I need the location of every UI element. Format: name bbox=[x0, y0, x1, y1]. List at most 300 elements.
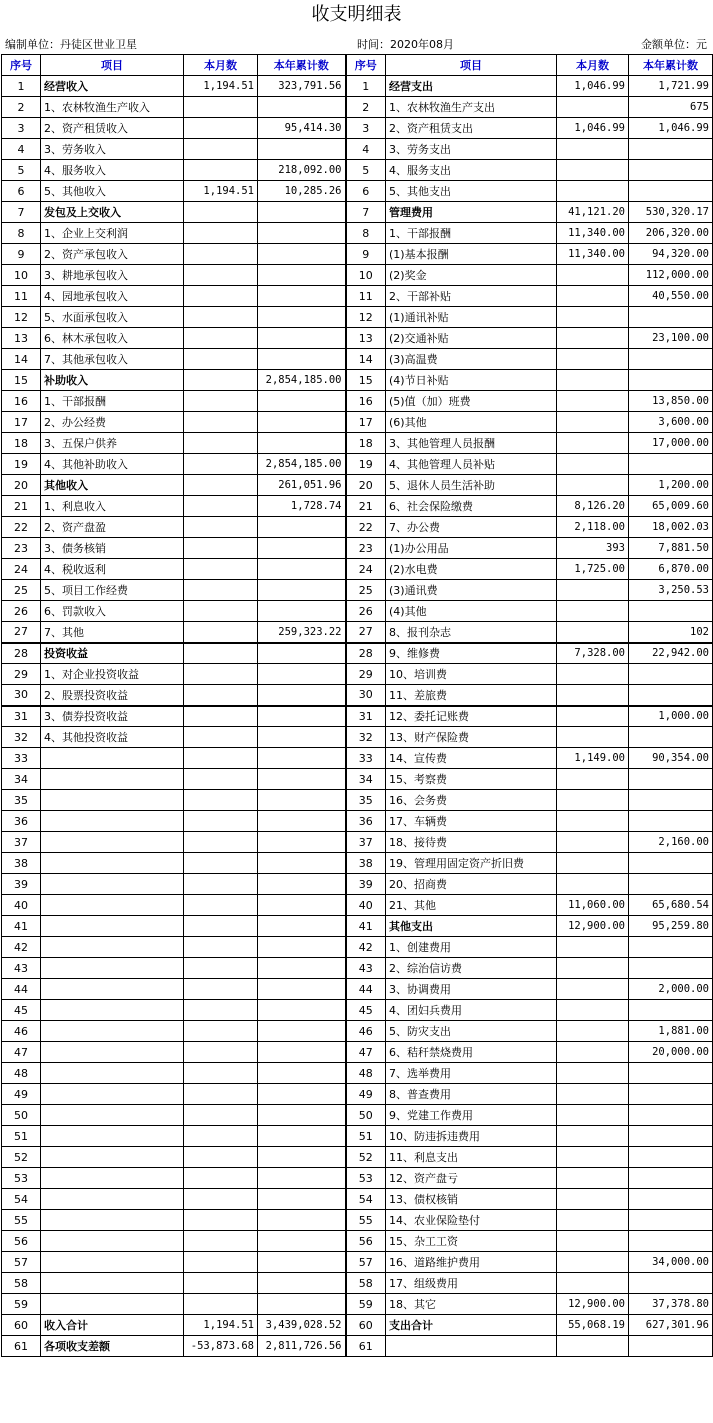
cell-left-no: 58 bbox=[2, 1273, 41, 1294]
cell-right-no: 38 bbox=[346, 853, 386, 874]
cell-right-item: 18、其它 bbox=[386, 1294, 557, 1315]
cell-right-no: 4 bbox=[346, 139, 386, 160]
cell-right-month: 8,126.20 bbox=[557, 496, 629, 517]
cell-right-item: 15、考察费 bbox=[386, 769, 557, 790]
cell-left-ytd bbox=[258, 916, 346, 937]
cell-right-ytd bbox=[629, 1189, 713, 1210]
cell-left-item bbox=[41, 895, 184, 916]
cell-right-no: 47 bbox=[346, 1042, 386, 1063]
cell-left-item: 3、五保户供养 bbox=[41, 433, 184, 454]
cell-right-month bbox=[557, 1168, 629, 1189]
cell-left-item: 2、资产盘盈 bbox=[41, 517, 184, 538]
cell-right-month bbox=[557, 1105, 629, 1126]
table-row bbox=[2, 1336, 713, 1357]
cell-right-item: 9、党建工作费用 bbox=[386, 1105, 557, 1126]
cell-left-no: 4 bbox=[2, 139, 41, 160]
cell-left-ytd: 1,728.74 bbox=[258, 496, 346, 517]
cell-right-no: 55 bbox=[346, 1210, 386, 1231]
cell-left-item bbox=[41, 937, 184, 958]
cell-right-item bbox=[386, 1336, 557, 1357]
cell-left-ytd: 2,854,185.00 bbox=[258, 454, 346, 475]
cell-right-month bbox=[557, 1084, 629, 1105]
table-row bbox=[2, 748, 713, 769]
table-row bbox=[2, 328, 713, 349]
table-header-row bbox=[2, 55, 713, 76]
cell-right-month bbox=[557, 832, 629, 853]
header-left-item: 项目 bbox=[41, 55, 184, 76]
cell-left-no: 39 bbox=[2, 874, 41, 895]
cell-left-item: 6、林木承包收入 bbox=[41, 328, 184, 349]
compiling-unit: 编制单位：丹徒区世业卫星 bbox=[5, 38, 137, 51]
cell-left-month bbox=[184, 1231, 258, 1252]
cell-right-ytd: 18,002.03 bbox=[629, 517, 713, 538]
table-body bbox=[2, 76, 713, 1357]
table-row bbox=[2, 559, 713, 580]
cell-right-month: 7,328.00 bbox=[557, 643, 629, 664]
cell-right-no: 60 bbox=[346, 1315, 386, 1336]
cell-left-item: 4、税收返利 bbox=[41, 559, 184, 580]
cell-right-no: 1 bbox=[346, 76, 386, 97]
table-row bbox=[2, 475, 713, 496]
cell-right-item: (3)通讯费 bbox=[386, 580, 557, 601]
cell-left-month bbox=[184, 307, 258, 328]
cell-left-ytd bbox=[258, 286, 346, 307]
cell-right-month bbox=[557, 328, 629, 349]
cell-right-no: 61 bbox=[346, 1336, 386, 1357]
cell-right-month bbox=[557, 979, 629, 1000]
cell-left-month bbox=[184, 832, 258, 853]
cell-left-item bbox=[41, 1168, 184, 1189]
cell-left-no: 38 bbox=[2, 853, 41, 874]
cell-right-item: 7、办公费 bbox=[386, 517, 557, 538]
cell-left-no: 31 bbox=[2, 706, 41, 727]
cell-right-no: 54 bbox=[346, 1189, 386, 1210]
cell-left-item: 7、其他承包收入 bbox=[41, 349, 184, 370]
cell-right-no: 49 bbox=[346, 1084, 386, 1105]
cell-left-ytd bbox=[258, 412, 346, 433]
cell-left-ytd bbox=[258, 895, 346, 916]
cell-right-item: 10、培训费 bbox=[386, 664, 557, 685]
cell-right-month bbox=[557, 1231, 629, 1252]
cell-right-month bbox=[557, 1042, 629, 1063]
cell-right-ytd bbox=[629, 1126, 713, 1147]
table-row bbox=[2, 1294, 713, 1315]
cell-left-ytd bbox=[258, 643, 346, 664]
cell-right-month bbox=[557, 1063, 629, 1084]
cell-left-item bbox=[41, 1231, 184, 1252]
cell-right-no: 36 bbox=[346, 811, 386, 832]
cell-left-item: 2、股票投资收益 bbox=[41, 685, 184, 706]
table-row bbox=[2, 895, 713, 916]
cell-right-item: 8、报刊杂志 bbox=[386, 622, 557, 643]
cell-left-no: 36 bbox=[2, 811, 41, 832]
table-row bbox=[2, 601, 713, 622]
cell-left-item: 3、耕地承包收入 bbox=[41, 265, 184, 286]
header-left-month: 本月数 bbox=[184, 55, 258, 76]
cell-left-month bbox=[184, 370, 258, 391]
cell-left-month bbox=[184, 1084, 258, 1105]
cell-right-item: (5)值（加）班费 bbox=[386, 391, 557, 412]
table-row bbox=[2, 811, 713, 832]
table-row bbox=[2, 1189, 713, 1210]
cell-right-ytd bbox=[629, 1084, 713, 1105]
cell-left-ytd bbox=[258, 769, 346, 790]
cell-right-month bbox=[557, 727, 629, 748]
cell-left-no: 6 bbox=[2, 181, 41, 202]
cell-left-month bbox=[184, 727, 258, 748]
cell-right-no: 20 bbox=[346, 475, 386, 496]
table-row bbox=[2, 496, 713, 517]
cell-left-no: 5 bbox=[2, 160, 41, 181]
cell-right-item: 5、防灾支出 bbox=[386, 1021, 557, 1042]
page-title: 收支明细表 bbox=[311, 4, 402, 25]
cell-right-month: 2,118.00 bbox=[557, 517, 629, 538]
cell-left-no: 51 bbox=[2, 1126, 41, 1147]
cell-right-ytd: 1,046.99 bbox=[629, 118, 713, 139]
header-left-ytd: 本年累计数 bbox=[258, 55, 346, 76]
income-expense-table bbox=[1, 54, 713, 1357]
cell-right-no: 51 bbox=[346, 1126, 386, 1147]
header-left-no: 序号 bbox=[2, 55, 41, 76]
cell-right-item: (2)奖金 bbox=[386, 265, 557, 286]
cell-right-ytd: 206,320.00 bbox=[629, 223, 713, 244]
cell-left-no: 9 bbox=[2, 244, 41, 265]
cell-left-item bbox=[41, 874, 184, 895]
cell-left-no: 55 bbox=[2, 1210, 41, 1231]
cell-left-ytd bbox=[258, 937, 346, 958]
cell-left-item: 收入合计 bbox=[41, 1315, 184, 1336]
cell-left-month bbox=[184, 265, 258, 286]
cell-left-item: 7、其他 bbox=[41, 622, 184, 643]
cell-left-month bbox=[184, 706, 258, 727]
cell-right-ytd: 675 bbox=[629, 97, 713, 118]
cell-right-ytd: 17,000.00 bbox=[629, 433, 713, 454]
cell-left-month bbox=[184, 916, 258, 937]
cell-right-month: 1,046.99 bbox=[557, 118, 629, 139]
cell-left-item: 6、罚款收入 bbox=[41, 601, 184, 622]
cell-left-no: 15 bbox=[2, 370, 41, 391]
cell-right-month bbox=[557, 181, 629, 202]
table-row bbox=[2, 1210, 713, 1231]
table-row bbox=[2, 790, 713, 811]
table-row bbox=[2, 97, 713, 118]
cell-left-no: 46 bbox=[2, 1021, 41, 1042]
cell-right-no: 8 bbox=[346, 223, 386, 244]
cell-left-ytd: 10,285.26 bbox=[258, 181, 346, 202]
table-row bbox=[2, 832, 713, 853]
cell-right-item: 17、组级费用 bbox=[386, 1273, 557, 1294]
cell-left-month bbox=[184, 349, 258, 370]
cell-right-no: 44 bbox=[346, 979, 386, 1000]
cell-left-item: 1、企业上交利润 bbox=[41, 223, 184, 244]
cell-right-month: 12,900.00 bbox=[557, 916, 629, 937]
table-row bbox=[2, 622, 713, 643]
cell-left-ytd bbox=[258, 1189, 346, 1210]
cell-right-no: 41 bbox=[346, 916, 386, 937]
cell-left-item: 经营收入 bbox=[41, 76, 184, 97]
cell-right-ytd: 34,000.00 bbox=[629, 1252, 713, 1273]
table-row bbox=[2, 664, 713, 685]
cell-right-no: 32 bbox=[346, 727, 386, 748]
cell-right-ytd: 6,870.00 bbox=[629, 559, 713, 580]
cell-left-no: 1 bbox=[2, 76, 41, 97]
cell-left-ytd bbox=[258, 1063, 346, 1084]
table-row bbox=[2, 727, 713, 748]
cell-right-no: 48 bbox=[346, 1063, 386, 1084]
cell-left-ytd bbox=[258, 1294, 346, 1315]
cell-right-month: 1,149.00 bbox=[557, 748, 629, 769]
cell-left-item bbox=[41, 1252, 184, 1273]
cell-right-ytd bbox=[629, 727, 713, 748]
cell-left-no: 22 bbox=[2, 517, 41, 538]
cell-right-month bbox=[557, 622, 629, 643]
cell-left-item bbox=[41, 811, 184, 832]
cell-right-ytd: 530,320.17 bbox=[629, 202, 713, 223]
cell-left-ytd bbox=[258, 244, 346, 265]
cell-right-item: 12、资产盘亏 bbox=[386, 1168, 557, 1189]
cell-left-ytd bbox=[258, 832, 346, 853]
cell-right-month bbox=[557, 1210, 629, 1231]
cell-right-no: 43 bbox=[346, 958, 386, 979]
table-row bbox=[2, 643, 713, 664]
cell-left-no: 10 bbox=[2, 265, 41, 286]
table-row bbox=[2, 391, 713, 412]
cell-right-item: 2、干部补贴 bbox=[386, 286, 557, 307]
table-row bbox=[2, 1252, 713, 1273]
cell-right-no: 14 bbox=[346, 349, 386, 370]
table-row bbox=[2, 118, 713, 139]
cell-right-ytd bbox=[629, 1063, 713, 1084]
cell-left-ytd bbox=[258, 1126, 346, 1147]
cell-left-ytd bbox=[258, 958, 346, 979]
header-right-ytd: 本年累计数 bbox=[629, 55, 713, 76]
cell-right-month: 1,046.99 bbox=[557, 76, 629, 97]
cell-right-item: 9、维修费 bbox=[386, 643, 557, 664]
cell-left-no: 16 bbox=[2, 391, 41, 412]
cell-left-month bbox=[184, 1273, 258, 1294]
table-row bbox=[2, 937, 713, 958]
cell-right-ytd bbox=[629, 1168, 713, 1189]
cell-left-no: 8 bbox=[2, 223, 41, 244]
cell-right-month bbox=[557, 937, 629, 958]
cell-left-no: 59 bbox=[2, 1294, 41, 1315]
cell-right-month bbox=[557, 601, 629, 622]
cell-right-item: 6、社会保险缴费 bbox=[386, 496, 557, 517]
cell-right-ytd: 90,354.00 bbox=[629, 748, 713, 769]
cell-right-ytd bbox=[629, 811, 713, 832]
cell-right-no: 37 bbox=[346, 832, 386, 853]
cell-right-item: 16、会务费 bbox=[386, 790, 557, 811]
cell-right-no: 35 bbox=[346, 790, 386, 811]
cell-left-item bbox=[41, 1294, 184, 1315]
cell-right-month: 11,340.00 bbox=[557, 244, 629, 265]
cell-right-item: 1、农林牧渔生产支出 bbox=[386, 97, 557, 118]
cell-left-ytd bbox=[258, 1273, 346, 1294]
cell-left-ytd bbox=[258, 580, 346, 601]
cell-left-no: 11 bbox=[2, 286, 41, 307]
cell-right-month: 55,068.19 bbox=[557, 1315, 629, 1336]
table-row bbox=[2, 1000, 713, 1021]
cell-right-no: 45 bbox=[346, 1000, 386, 1021]
cell-left-ytd: 261,051.96 bbox=[258, 475, 346, 496]
cell-right-month bbox=[557, 370, 629, 391]
cell-left-no: 29 bbox=[2, 664, 41, 685]
cell-right-item: 2、资产租赁支出 bbox=[386, 118, 557, 139]
cell-left-no: 60 bbox=[2, 1315, 41, 1336]
cell-left-item bbox=[41, 1042, 184, 1063]
cell-left-month bbox=[184, 475, 258, 496]
cell-right-no: 31 bbox=[346, 706, 386, 727]
cell-left-no: 7 bbox=[2, 202, 41, 223]
cell-left-no: 2 bbox=[2, 97, 41, 118]
cell-left-ytd bbox=[258, 517, 346, 538]
cell-right-item: 12、委托记账费 bbox=[386, 706, 557, 727]
cell-right-no: 22 bbox=[346, 517, 386, 538]
cell-right-ytd: 1,200.00 bbox=[629, 475, 713, 496]
cell-left-no: 42 bbox=[2, 937, 41, 958]
cell-right-month bbox=[557, 769, 629, 790]
cell-left-item: 2、资产租赁收入 bbox=[41, 118, 184, 139]
table-row bbox=[2, 706, 713, 727]
cell-left-ytd bbox=[258, 601, 346, 622]
cell-right-month bbox=[557, 265, 629, 286]
cell-right-month bbox=[557, 1252, 629, 1273]
cell-left-item: 3、债务核销 bbox=[41, 538, 184, 559]
cell-left-no: 27 bbox=[2, 622, 41, 643]
cell-right-no: 50 bbox=[346, 1105, 386, 1126]
cell-left-no: 41 bbox=[2, 916, 41, 937]
cell-right-ytd: 3,600.00 bbox=[629, 412, 713, 433]
cell-left-no: 57 bbox=[2, 1252, 41, 1273]
cell-right-ytd: 1,000.00 bbox=[629, 706, 713, 727]
cell-left-no: 26 bbox=[2, 601, 41, 622]
cell-right-no: 3 bbox=[346, 118, 386, 139]
cell-left-item: 3、劳务收入 bbox=[41, 139, 184, 160]
cell-right-no: 24 bbox=[346, 559, 386, 580]
cell-left-month bbox=[184, 202, 258, 223]
cell-right-no: 33 bbox=[346, 748, 386, 769]
cell-right-month bbox=[557, 853, 629, 874]
cell-right-ytd bbox=[629, 958, 713, 979]
cell-right-ytd: 1,721.99 bbox=[629, 76, 713, 97]
cell-right-no: 13 bbox=[346, 328, 386, 349]
cell-right-ytd: 95,259.80 bbox=[629, 916, 713, 937]
cell-left-ytd bbox=[258, 811, 346, 832]
cell-right-no: 17 bbox=[346, 412, 386, 433]
cell-left-month bbox=[184, 160, 258, 181]
cell-left-item: 5、项目工作经费 bbox=[41, 580, 184, 601]
cell-right-ytd bbox=[629, 454, 713, 475]
cell-right-no: 40 bbox=[346, 895, 386, 916]
report-meta bbox=[0, 30, 713, 54]
table-row bbox=[2, 1315, 713, 1336]
cell-left-no: 47 bbox=[2, 1042, 41, 1063]
cell-left-ytd bbox=[258, 349, 346, 370]
cell-right-item: 20、招商费 bbox=[386, 874, 557, 895]
table-row bbox=[2, 1021, 713, 1042]
cell-right-item: 7、选举费用 bbox=[386, 1063, 557, 1084]
cell-left-no: 53 bbox=[2, 1168, 41, 1189]
cell-right-item: (2)交通补贴 bbox=[386, 328, 557, 349]
header-right-item: 项目 bbox=[386, 55, 557, 76]
table-row bbox=[2, 958, 713, 979]
cell-right-ytd bbox=[629, 937, 713, 958]
cell-right-month bbox=[557, 811, 629, 832]
cell-right-item: 15、杂工工资 bbox=[386, 1231, 557, 1252]
cell-left-no: 30 bbox=[2, 685, 41, 706]
cell-right-month bbox=[557, 664, 629, 685]
cell-right-ytd bbox=[629, 874, 713, 895]
cell-right-ytd bbox=[629, 1336, 713, 1357]
cell-left-month bbox=[184, 643, 258, 664]
cell-right-month bbox=[557, 475, 629, 496]
cell-left-month bbox=[184, 454, 258, 475]
cell-right-ytd bbox=[629, 1105, 713, 1126]
cell-right-no: 5 bbox=[346, 160, 386, 181]
header-right-no: 序号 bbox=[346, 55, 386, 76]
cell-left-month bbox=[184, 433, 258, 454]
cell-right-ytd: 22,942.00 bbox=[629, 643, 713, 664]
cell-left-month bbox=[184, 748, 258, 769]
cell-right-ytd bbox=[629, 370, 713, 391]
cell-right-no: 58 bbox=[346, 1273, 386, 1294]
table-row bbox=[2, 517, 713, 538]
cell-right-no: 2 bbox=[346, 97, 386, 118]
cell-right-month bbox=[557, 412, 629, 433]
cell-left-month bbox=[184, 580, 258, 601]
cell-left-no: 3 bbox=[2, 118, 41, 139]
cell-left-item bbox=[41, 1105, 184, 1126]
cell-right-ytd bbox=[629, 307, 713, 328]
cell-left-ytd bbox=[258, 391, 346, 412]
cell-right-item: 4、服务支出 bbox=[386, 160, 557, 181]
cell-right-no: 25 bbox=[346, 580, 386, 601]
table-row bbox=[2, 1042, 713, 1063]
cell-right-item: (2)水电费 bbox=[386, 559, 557, 580]
cell-right-item: 其他支出 bbox=[386, 916, 557, 937]
cell-left-ytd: 259,323.22 bbox=[258, 622, 346, 643]
cell-left-no: 54 bbox=[2, 1189, 41, 1210]
cell-left-item bbox=[41, 916, 184, 937]
cell-left-month bbox=[184, 664, 258, 685]
cell-right-month bbox=[557, 1336, 629, 1357]
cell-left-no: 20 bbox=[2, 475, 41, 496]
cell-left-ytd bbox=[258, 538, 346, 559]
cell-left-no: 44 bbox=[2, 979, 41, 1000]
cell-right-ytd bbox=[629, 664, 713, 685]
cell-right-month bbox=[557, 874, 629, 895]
cell-left-item bbox=[41, 1189, 184, 1210]
cell-left-month bbox=[184, 1189, 258, 1210]
table-row bbox=[2, 223, 713, 244]
cell-left-no: 24 bbox=[2, 559, 41, 580]
cell-left-month bbox=[184, 286, 258, 307]
cell-left-no: 17 bbox=[2, 412, 41, 433]
cell-left-item bbox=[41, 769, 184, 790]
cell-left-item bbox=[41, 748, 184, 769]
cell-left-month bbox=[184, 1294, 258, 1315]
cell-left-month: -53,873.68 bbox=[184, 1336, 258, 1357]
cell-left-month bbox=[184, 769, 258, 790]
cell-left-ytd bbox=[258, 139, 346, 160]
cell-left-month bbox=[184, 118, 258, 139]
cell-left-month bbox=[184, 496, 258, 517]
cell-left-item: 4、其他投资收益 bbox=[41, 727, 184, 748]
cell-left-ytd: 2,854,185.00 bbox=[258, 370, 346, 391]
cell-left-month bbox=[184, 1021, 258, 1042]
cell-left-item: 4、服务收入 bbox=[41, 160, 184, 181]
cell-right-item: 8、普查费用 bbox=[386, 1084, 557, 1105]
